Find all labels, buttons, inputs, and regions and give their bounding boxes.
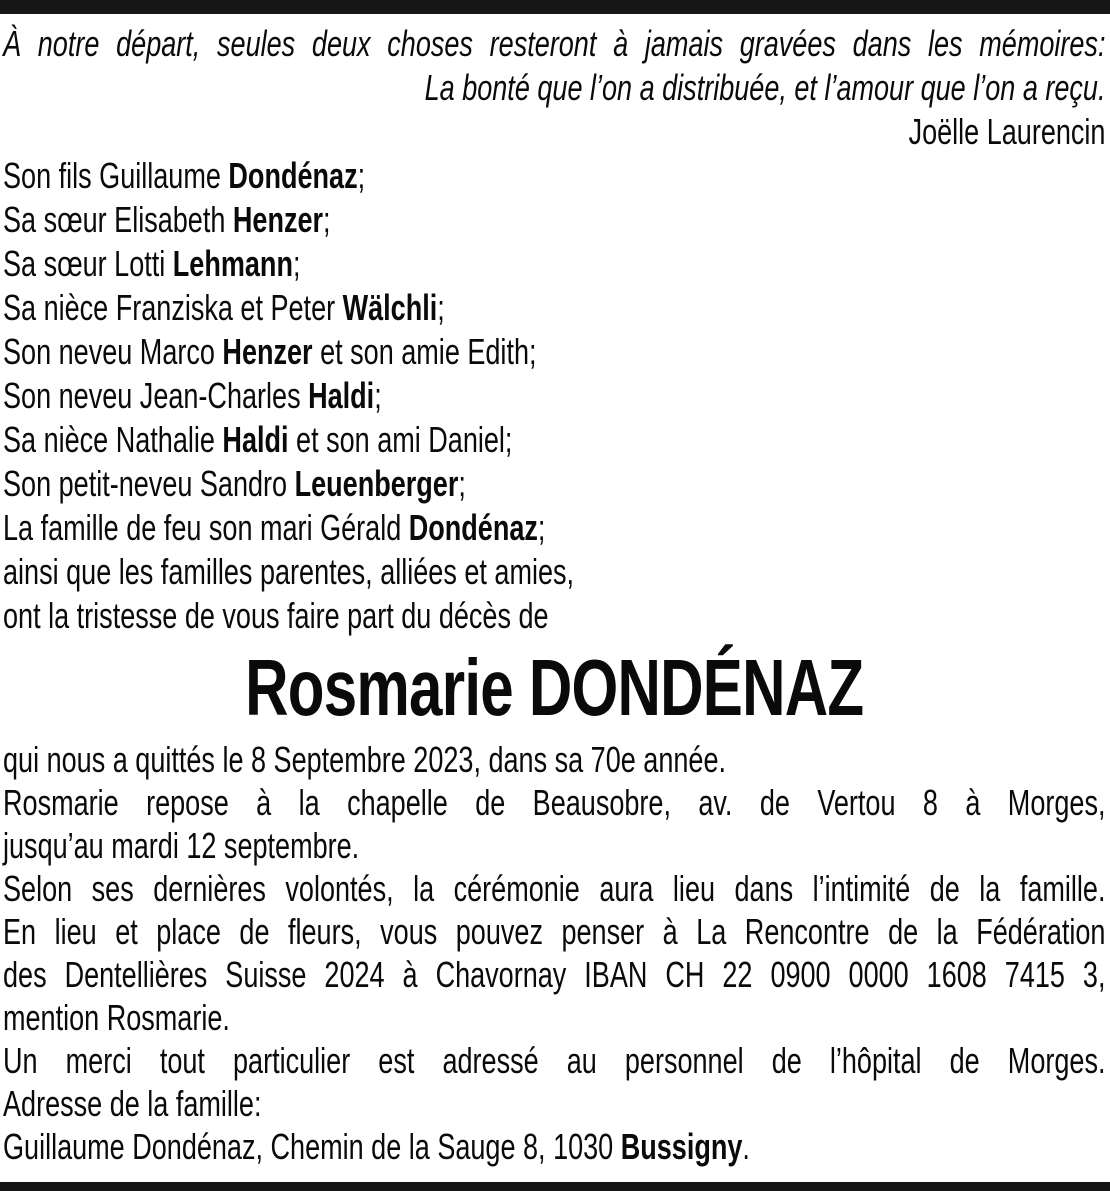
quote-line-2: La bonté que l’on a distribuée, et l’amour que l’on a reçu. (424, 67, 1106, 108)
thanks-line: Un merci tout particulier est adressé au personnel de l’hôpital de Morges. (3, 1040, 1106, 1081)
bottom-border-rule (0, 1182, 1110, 1191)
death-date-line: qui nous a quittés le 8 Septembre 2023, dans sa 70e année. (3, 739, 726, 780)
family-address-line: Guillaume Dondénaz, Chemin de la Sauge 8, 1030 Bussigny. (3, 1126, 750, 1167)
notice-content (0, 16, 1110, 1168)
announcement-lead-line: ont la tristesse de vous faire part du décès de (3, 595, 549, 636)
top-border-rule (0, 0, 1110, 14)
family-line-grandnephew: Son petit-neveu Sandro Leuenberger; (3, 463, 466, 504)
family-line-late-husband: La famille de feu son mari Gérald Dondénaz; (3, 507, 546, 548)
family-line-nephew-2: Son neveu Jean-Charles Haldi; (3, 375, 382, 416)
family-list (3, 154, 1105, 638)
family-line-sister-1: Sa sœur Elisabeth Henzer; (3, 199, 331, 240)
donation-mention-line: mention Rosmarie. (3, 997, 230, 1038)
deceased-name: Rosmarie DONDÉNAZ (245, 643, 864, 732)
family-line-related-families: ainsi que les familles parentes, alliées et amies, (3, 551, 575, 592)
donation-iban-line: des Dentellières Suisse 2024 à Chavornay IBAN CH 22 0900 0000 1608 7415 3, (3, 954, 1106, 995)
repose-location-line: Rosmarie repose à la chapelle de Beausobre, av. de Vertou 8 à Morges, (3, 782, 1106, 823)
notice-body (3, 738, 1105, 1168)
epigraph-quote (3, 22, 1105, 154)
ceremony-line: Selon ses dernières volontés, la cérémonie aura lieu dans l’intimité de la famille. (3, 868, 1106, 909)
quote-attribution: Joëlle Laurencin (908, 111, 1106, 152)
family-address-label: Adresse de la famille: (3, 1083, 262, 1124)
family-line-niece-2: Sa nièce Nathalie Haldi et son ami Daniel; (3, 419, 513, 460)
repose-until-line: jusqu’au mardi 12 septembre. (3, 825, 360, 866)
quote-line-1: À notre départ, seules deux choses resteront à jamais gravées dans les mémoires: (3, 23, 1106, 64)
family-line-sister-2: Sa sœur Lotti Lehmann; (3, 243, 301, 284)
family-line-son: Son fils Guillaume Dondénaz; (3, 155, 366, 196)
family-line-niece-1: Sa nièce Franziska et Peter Wälchli; (3, 287, 445, 328)
donation-line-1: En lieu et place de fleurs, vous pouvez penser à La Rencontre de la Fédération (3, 911, 1106, 952)
family-line-nephew-1: Son neveu Marco Henzer et son amie Edith; (3, 331, 537, 372)
